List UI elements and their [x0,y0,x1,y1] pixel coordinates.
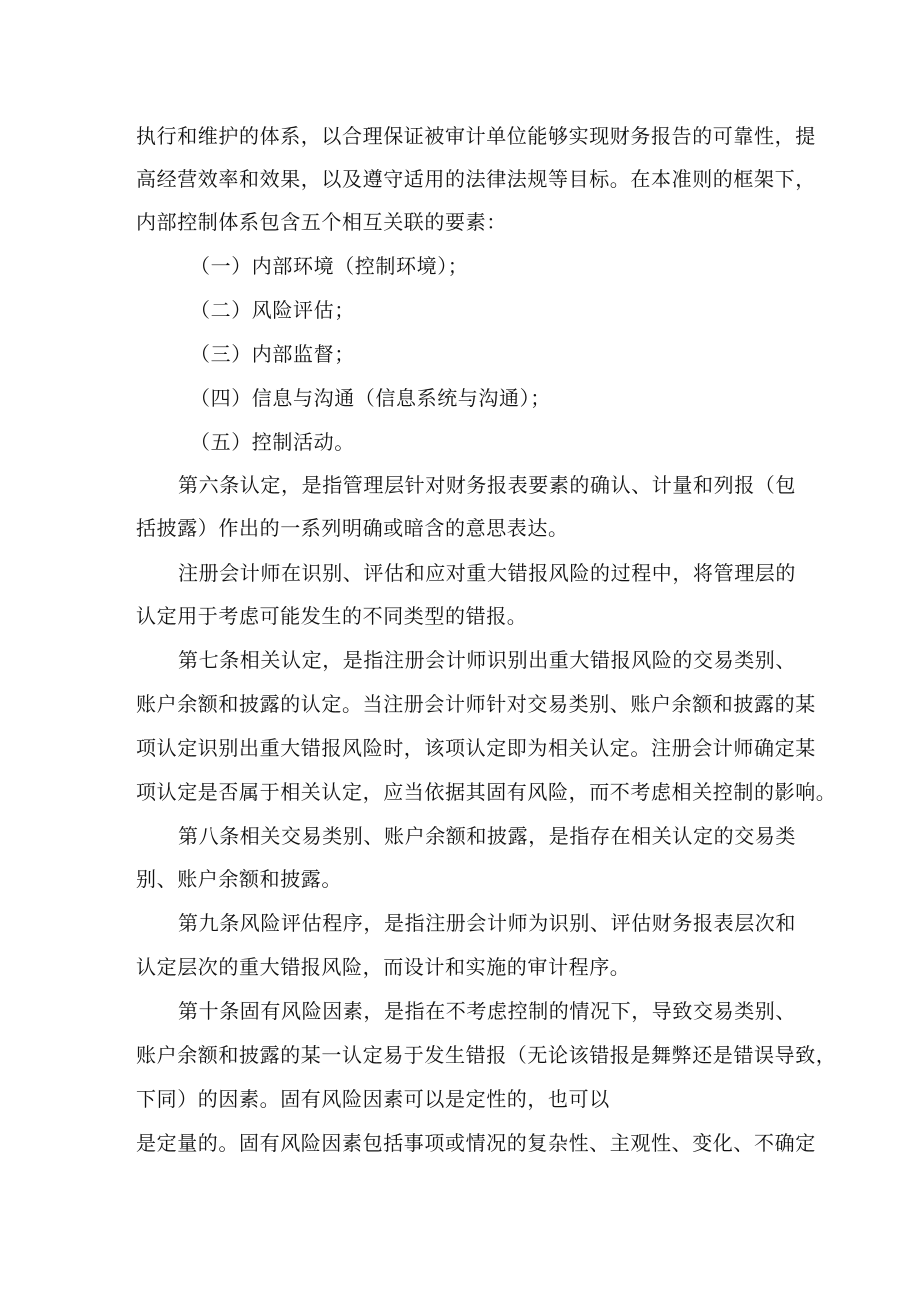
text-line-3: 内部控制体系包含五个相互关联的要素： [136,210,507,234]
article-7-line-2: 账户余额和披露的认定。当注册会计师针对交易类别、账户余额和披露的某 [136,692,816,716]
list-item-2: （二）风险评估； [190,298,355,322]
article-7-line-1: 第七条相关认定，是指注册会计师识别出重大错报风险的交易类别、 [178,648,796,672]
article-8-line-2: 别、账户余额和披露。 [136,867,342,891]
list-item-5: （五）控制活动。 [190,430,355,454]
article-7-line-4: 项认定是否属于相关认定，应当依据其固有风险，而不考虑相关控制的影响。 [136,780,837,804]
article-10-line-3: 下同）的因素。固有风险因素可以是定性的，也可以 [136,1087,610,1111]
list-item-3: （三）内部监督； [190,342,355,366]
article-7-line-3: 项认定识别出重大错报风险时，该项认定即为相关认定。注册会计师确定某 [136,736,816,760]
list-item-1: （一）内部环境（控制环境）； [190,254,469,278]
article-9-line-1: 第九条风险评估程序，是指注册会计师为识别、评估财务报表层次和 [178,911,796,935]
article-6-line-2: 括披露）作出的一系列明确或暗含的意思表达。 [136,516,569,540]
text-line-2: 高经营效率和效果，以及遵守适用的法律法规等目标。在本准则的框架下， [136,167,816,191]
paragraph-line-1: 注册会计师在识别、评估和应对重大错报风险的过程中，将管理层的 [178,561,796,585]
article-6-line-1: 第六条认定，是指管理层针对财务报表要素的确认、计量和列报（包 [178,473,796,497]
article-8-line-1: 第八条相关交易类别、账户余额和披露，是指存在相关认定的交易类 [178,824,796,848]
article-10-line-2: 账户余额和披露的某一认定易于发生错报（无论该错报是舞弊还是错误导致， [136,1043,837,1067]
article-9-line-2: 认定层次的重大错报风险，而设计和实施的审计程序。 [136,955,631,979]
article-10-line-4: 是定量的。固有风险因素包括事项或情况的复杂性、主观性、变化、不确定 [136,1131,816,1155]
article-10-line-1: 第十条固有风险因素，是指在不考虑控制的情况下，导致交易类别、 [178,999,796,1023]
text-line-1: 执行和维护的体系，以合理保证被审计单位能够实现财务报告的可靠性，提 [136,124,816,148]
list-item-4: （四）信息与沟通（信息系统与沟通）； [190,386,551,410]
paragraph-line-2: 认定用于考虑可能发生的不同类型的错报。 [136,604,528,628]
